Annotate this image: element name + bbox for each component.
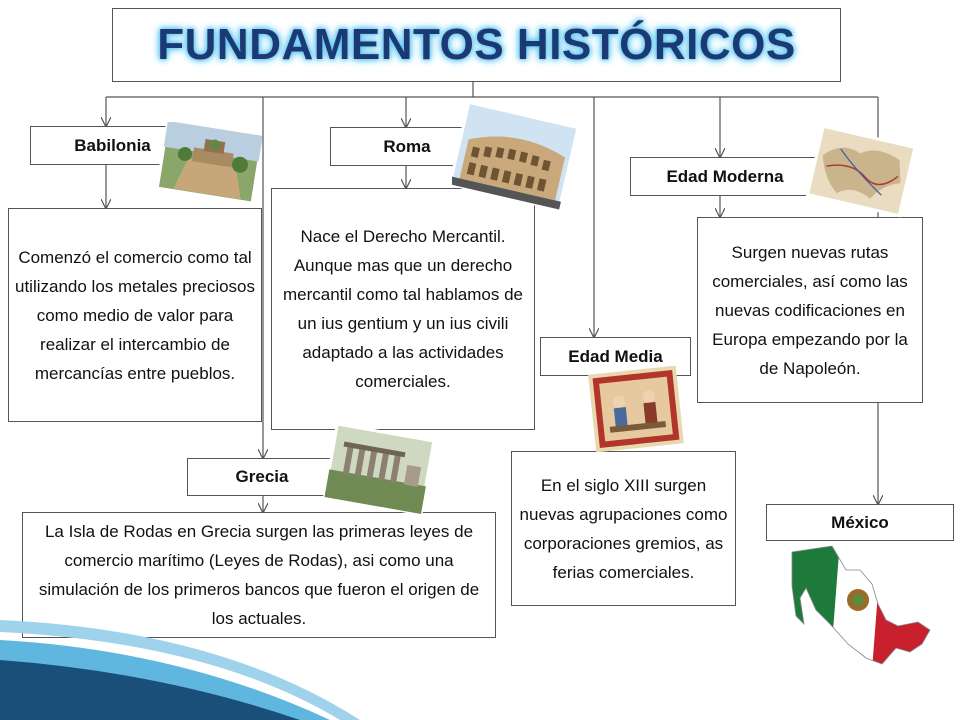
roma-description: Nace el Derecho Mercantil. Aunque mas que un derecho mercantil como tal hablamos de un ius gentium y un ius civili adaptado a las actividades comerciales. xyxy=(282,227,523,391)
edad-moderna-label: Edad Moderna xyxy=(666,166,784,186)
edad-media-description: En el siglo XIII surgen nuevas agrupaciones como corporaciones gremios, as ferias comerciales. xyxy=(519,475,728,582)
babilonia-label: Babilonia xyxy=(74,135,151,155)
title-box xyxy=(112,8,841,82)
trade-routes-map-image xyxy=(806,124,916,220)
babilonia-description: Comenzó el comercio como tal utilizando los metales preciosos como medio de valor para realizar el intercambio de mercancías entre pueblos. xyxy=(15,247,256,383)
edad-media-label: Edad Media xyxy=(568,346,663,366)
grecia-description: La Isla de Rodas en Grecia surgen las primeras leyes de comercio marítimo (Leyes de Rodas), asi como una simulación de los primeros bancos que fueron el origen de los actuales. xyxy=(38,522,480,628)
roma-description-box xyxy=(271,188,535,430)
mexico-label-box xyxy=(766,504,954,541)
mexico-label: México xyxy=(831,512,889,532)
edad-moderna-description-box xyxy=(697,217,923,403)
page-title: FUNDAMENTOS HISTÓRICOS xyxy=(157,20,796,69)
grecia-label-box xyxy=(187,458,337,496)
edad-moderna-description: Surgen nuevas rutas comerciales, así como las nuevas codificaciones en Europa empezando por la de Napoleón. xyxy=(712,242,908,378)
grecia-label: Grecia xyxy=(235,467,289,486)
babilonia-description-box xyxy=(8,208,262,422)
babylon-gardens-image xyxy=(158,122,262,202)
medieval-guild-painting-image xyxy=(588,366,684,452)
edad-moderna-label-box xyxy=(630,157,820,196)
roma-label: Roma xyxy=(383,136,431,156)
greek-temple-ruins-image xyxy=(322,420,436,520)
colosseum-image xyxy=(452,100,576,212)
decorative-wave-shape xyxy=(0,590,960,720)
edad-media-description-box xyxy=(511,451,736,606)
